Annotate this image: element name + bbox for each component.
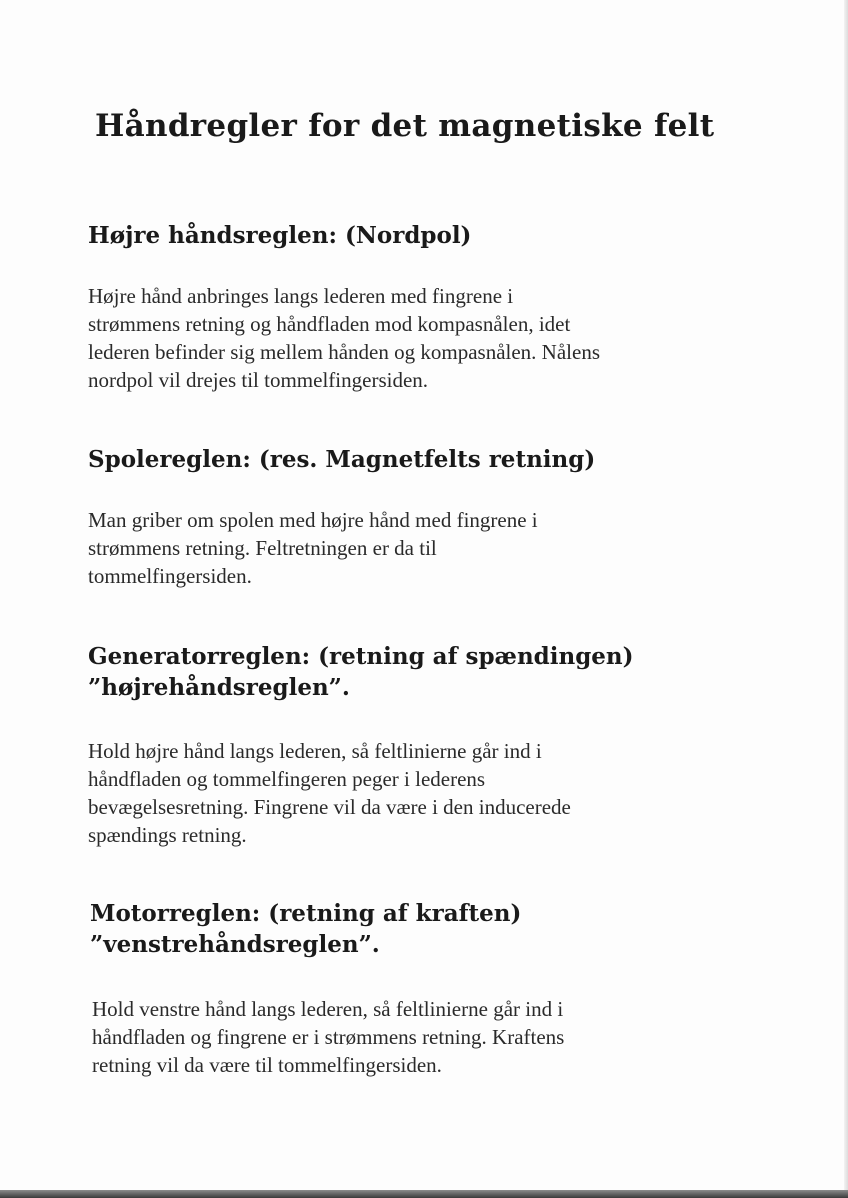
page-right-edge: [844, 0, 848, 1198]
body-line: tommelfingersiden.: [88, 564, 252, 588]
body-line: håndfladen og tommelfingeren peger i lederens: [88, 767, 486, 791]
body-line: retning vil da være til tommelfingersiden.: [92, 1053, 442, 1077]
body-line: nordpol vil drejes til tommelfingersiden.: [88, 368, 429, 392]
body-line: lederen befinder sig mellem hånden og kompasnålen. Nålens: [88, 340, 600, 364]
section-heading: [88, 641, 758, 703]
heading-line: Spolereglen: (res. Magnetfelts retning): [88, 446, 596, 473]
section-motor-rule: [90, 898, 760, 1079]
page-title: Håndregler for det magnetiske felt: [95, 108, 715, 144]
body-line: Man griber om spolen med højre hånd med fingrene i: [88, 508, 538, 532]
section-heading: [88, 444, 758, 475]
body-line: strømmens retning og håndfladen mod kompasnålen, idet: [88, 312, 571, 336]
heading-line: Motorreglen: (retning af kraften): [90, 900, 522, 927]
body-line: bevægelsesretning. Fingrene vil da være i den inducerede: [88, 795, 571, 819]
body-line: Højre hånd anbringes langs lederen med fingrene i: [88, 284, 514, 308]
section-right-hand-rule: [88, 220, 758, 394]
section-body: [88, 737, 758, 849]
section-body: [92, 995, 762, 1079]
section-generator-rule: [88, 641, 758, 849]
section-body: [88, 506, 758, 590]
heading-line: ”venstrehåndsreglen”.: [90, 931, 380, 958]
body-line: håndfladen og fingrene er i strømmens retning. Kraftens: [92, 1025, 565, 1049]
scan-bottom-edge: [0, 1190, 848, 1198]
body-line: Hold venstre hånd langs lederen, så feltlinierne går ind i: [92, 997, 564, 1021]
section-heading: [90, 898, 760, 960]
body-line: Hold højre hånd langs lederen, så feltlinierne går ind i: [88, 739, 542, 763]
body-line: strømmens retning. Feltretningen er da til: [88, 536, 437, 560]
heading-line: Højre håndsreglen: (Nordpol): [88, 222, 472, 249]
heading-line: ”højrehåndsreglen”.: [88, 674, 350, 701]
body-line: spændings retning.: [88, 823, 247, 847]
heading-line: Generatorreglen: (retning af spændingen): [88, 643, 634, 670]
section-heading: [88, 220, 758, 251]
section-coil-rule: [88, 444, 758, 590]
section-body: [88, 282, 758, 394]
